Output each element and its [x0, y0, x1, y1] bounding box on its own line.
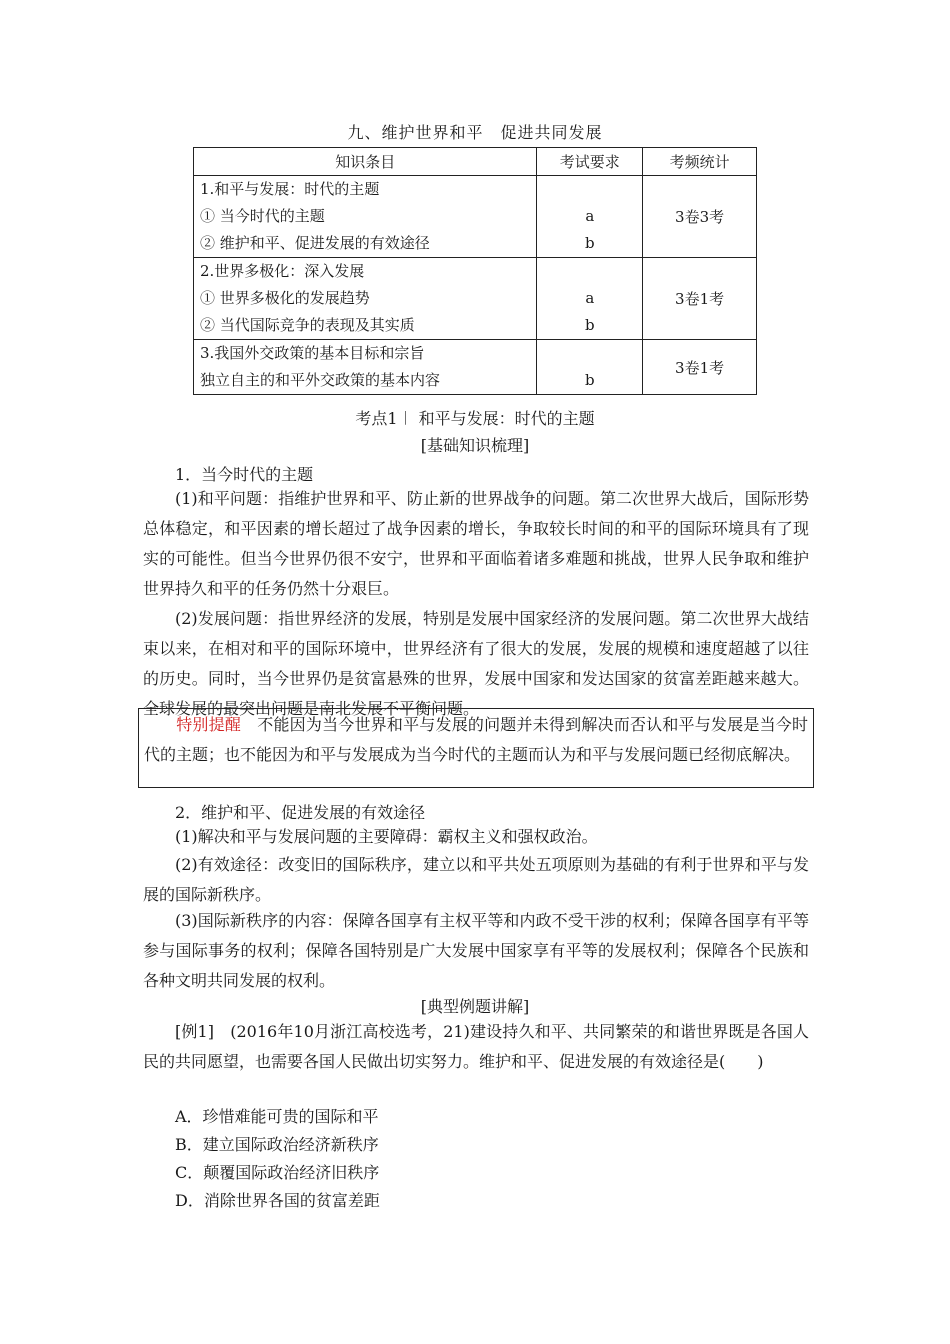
knowledge-item: 1.和平与发展：时代的主题 — [200, 180, 380, 198]
paragraph-development — [143, 604, 809, 724]
section-title-examples: [典型例题讲解] — [420, 997, 530, 1016]
table-row — [194, 258, 757, 340]
frequency-cell: 3卷1考 — [643, 258, 757, 340]
header-frequency: 考频统计 — [643, 148, 757, 176]
requirement-level: b — [585, 371, 595, 389]
special-reminder-text — [144, 710, 808, 770]
table-row — [194, 176, 757, 258]
knowledge-item: ② 当代国际竞争的表现及其实质 — [200, 316, 415, 334]
requirement-cell — [537, 258, 643, 340]
paragraph-new-order-text: (3)国际新秩序的内容：保障各国享有主权平等和内政不受干涉的权利；保障各国享有平等参与国际事务的权利；保障各国特别是广大发展中国家享有平等的发展权利；保障各个民族和各种文明共同发展的权利。 — [143, 911, 809, 990]
chapter-heading: 九、维护世界和平 促进共同发展 — [347, 123, 603, 142]
paragraph-effective-way-text: (2)有效途径：改变旧的国际秩序，建立以和平共处五项原则为基础的有利于世界和平与发展的国际新秩序。 — [143, 855, 809, 904]
special-reminder-body: 不能因为当今世界和平与发展的问题并未得到解决而否认和平与发展是当今时代的主题；也不能因为和平与发展成为当今时代的主题而认为和平与发展问题已经彻底解决。 — [144, 715, 808, 764]
paragraph-development-text: (2)发展问题：指世界经济的发展，特别是发展中国家经济的发展问题。第二次世界大战结束以来，在相对和平的国际环境中，世界经济有了很大的发展，发展的规模和速度超越了以往的历史。同时，当今世界仍是贫富悬殊的世界，发展中国家和发达国家的贫富差距越来越大。全球发展的最突出问题是南北发展不平衡问题。 — [143, 609, 809, 718]
paragraph-effective-way — [143, 850, 809, 910]
example-question-text: [例1] (2016年10月浙江高校选考，21)建设持久和平、共同繁荣的和谐世界既是各国人民的共同愿望，也需要各国人民做出切实努力。维护和平、促进发展的有效途径是( ) — [143, 1022, 809, 1071]
knowledge-item: 独立自主的和平外交政策的基本内容 — [200, 371, 441, 389]
knowledge-item: 2.世界多极化：深入发展 — [200, 262, 365, 280]
knowledge-cell — [194, 176, 537, 258]
subheading-1: 1．当今时代的主题 — [175, 465, 314, 484]
header-knowledge: 知识条目 — [194, 148, 537, 176]
paragraph-peace — [143, 484, 809, 604]
section-title-basics: [基础知识梳理] — [420, 436, 530, 455]
paragraph-obstacle — [143, 822, 809, 852]
requirement-level: b — [585, 234, 595, 252]
knowledge-item: 3.我国外交政策的基本目标和宗旨 — [200, 344, 425, 362]
knowledge-cell — [194, 340, 537, 395]
requirement-level — [543, 340, 636, 367]
knowledge-item: ① 当今时代的主题 — [200, 207, 325, 225]
requirement-cell — [537, 176, 643, 258]
knowledge-item: ② 维护和平、促进发展的有效途径 — [200, 234, 430, 252]
table-header-row — [194, 148, 757, 176]
paragraph-obstacle-text: (1)解决和平与发展问题的主要障碍：霸权主义和强权政治。 — [175, 827, 598, 846]
example-question — [143, 1017, 809, 1077]
option-d: D．消除世界各国的贫富差距 — [175, 1191, 380, 1210]
option-a: A．珍惜难能可贵的国际和平 — [175, 1107, 379, 1126]
header-requirement: 考试要求 — [537, 148, 643, 176]
frequency-cell: 3卷3考 — [643, 176, 757, 258]
special-reminder-box — [138, 708, 814, 788]
knowledge-item: ① 世界多极化的发展趋势 — [200, 289, 370, 307]
knowledge-cell — [194, 258, 537, 340]
paragraph-peace-text: (1)和平问题：指维护世界和平、防止新的世界战争的问题。第二次世界大战后，国际形势总体稳定，和平因素的增长超过了战争因素的增长，争取较长时间的和平的国际环境具有了现实的可能性。但当今世界仍很不安宁，世界和平面临着诸多难题和挑战，世界人民争取和维护世界持久和平的任务仍然十分艰巨。 — [143, 489, 809, 598]
paragraph-new-order — [143, 906, 809, 996]
requirement-cell — [537, 340, 643, 395]
option-b: B．建立国际政治经济新秩序 — [175, 1135, 379, 1154]
requirement-level: a — [585, 207, 595, 225]
special-reminder-label: 特别提醒 — [176, 715, 242, 734]
requirement-level: a — [585, 289, 595, 307]
kaodian-title: 考点1︱ 和平与发展：时代的主题 — [355, 409, 595, 428]
requirement-level — [543, 258, 636, 285]
requirement-level: b — [585, 316, 595, 334]
exam-requirements-table — [193, 147, 757, 395]
subheading-2: 2．维护和平、促进发展的有效途径 — [175, 803, 426, 822]
option-c: C．颠覆国际政治经济旧秩序 — [175, 1163, 380, 1182]
frequency-cell: 3卷1考 — [643, 340, 757, 395]
table-row — [194, 340, 757, 395]
requirement-level — [543, 176, 636, 203]
